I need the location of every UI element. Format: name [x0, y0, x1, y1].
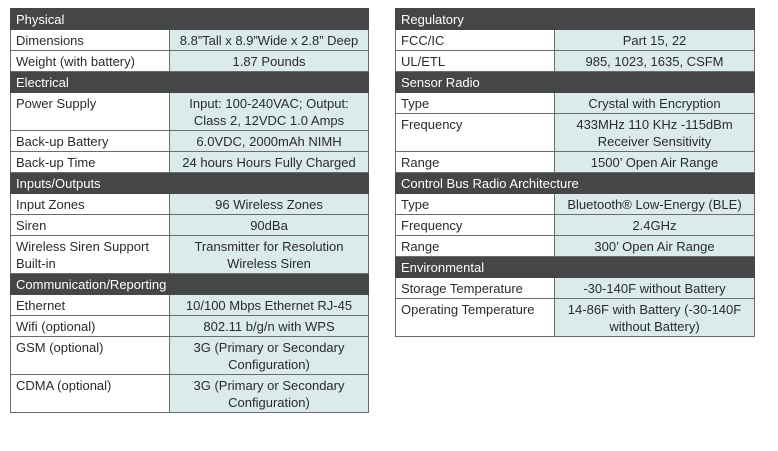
- spec-row: [11, 51, 369, 72]
- spec-label: Dimensions: [11, 30, 170, 51]
- spec-value: 2.4GHz: [555, 215, 755, 236]
- spec-value: 3G (Primary or Secondary Configuration): [170, 375, 369, 413]
- spec-row: [396, 299, 755, 337]
- spec-value: 96 Wireless Zones: [170, 194, 369, 215]
- spec-value: -30-140F without Battery: [555, 278, 755, 299]
- spec-label: Ethernet: [11, 295, 170, 316]
- spec-value: Bluetooth® Low-Energy (BLE): [555, 194, 755, 215]
- spec-row: [396, 152, 755, 173]
- spec-label: Range: [396, 236, 555, 257]
- right-spec-body: [396, 9, 755, 337]
- spec-value: Crystal with Encryption: [555, 93, 755, 114]
- spec-value: 90dBa: [170, 215, 369, 236]
- spec-value: 802.11 b/g/n with WPS: [170, 316, 369, 337]
- right-spec-table: [395, 8, 755, 337]
- spec-row: [396, 114, 755, 152]
- spec-row: [396, 278, 755, 299]
- spec-label: Range: [396, 152, 555, 173]
- spec-label: Weight (with battery): [11, 51, 170, 72]
- spec-value: 3G (Primary or Secondary Configuration): [170, 337, 369, 375]
- spec-row: [11, 30, 369, 51]
- left-spec-table: [10, 8, 369, 413]
- spec-value: 8.8”Tall x 8.9”Wide x 2.8” Deep: [170, 30, 369, 51]
- spec-value: 985, 1023, 1635, CSFM: [555, 51, 755, 72]
- section-title: Regulatory: [396, 9, 755, 30]
- spec-row: [396, 194, 755, 215]
- spec-row: [396, 236, 755, 257]
- spec-label: Type: [396, 194, 555, 215]
- spec-label: Input Zones: [11, 194, 170, 215]
- spec-value: Part 15, 22: [555, 30, 755, 51]
- section-title: Physical: [11, 9, 369, 30]
- spec-value: Input: 100-240VAC; Output: Class 2, 12VDC 1.0 Amps: [170, 93, 369, 131]
- spec-label: CDMA (optional): [11, 375, 170, 413]
- spec-row: [11, 316, 369, 337]
- spec-label: FCC/IC: [396, 30, 555, 51]
- spec-value: 300’ Open Air Range: [555, 236, 755, 257]
- section-header-row: [11, 9, 369, 30]
- section-header-row: [396, 173, 755, 194]
- spec-row: [11, 375, 369, 413]
- spec-value: 24 hours Hours Fully Charged: [170, 152, 369, 173]
- spec-label: Wireless Siren Support Built-in: [11, 236, 170, 274]
- spec-row: [11, 131, 369, 152]
- spec-row: [11, 215, 369, 236]
- section-title: Communication/Reporting: [11, 274, 369, 295]
- spec-label: Operating Temperature: [396, 299, 555, 337]
- spec-value: 1.87 Pounds: [170, 51, 369, 72]
- spec-row: [396, 51, 755, 72]
- spec-row: [11, 295, 369, 316]
- spec-value: Transmitter for Resolution Wireless Siren: [170, 236, 369, 274]
- spec-row: [396, 30, 755, 51]
- spec-row: [11, 93, 369, 131]
- section-header-row: [11, 274, 369, 295]
- spec-label: Back-up Time: [11, 152, 170, 173]
- spec-label: Back-up Battery: [11, 131, 170, 152]
- spec-label: Power Supply: [11, 93, 170, 131]
- spec-row: [396, 93, 755, 114]
- section-title: Control Bus Radio Architecture: [396, 173, 755, 194]
- section-title: Inputs/Outputs: [11, 173, 369, 194]
- spec-value: 1500’ Open Air Range: [555, 152, 755, 173]
- section-title: Environmental: [396, 257, 755, 278]
- section-header-row: [396, 9, 755, 30]
- spec-label: UL/ETL: [396, 51, 555, 72]
- spec-row: [396, 215, 755, 236]
- spec-row: [11, 194, 369, 215]
- spec-label: Storage Temperature: [396, 278, 555, 299]
- spec-label: Frequency: [396, 215, 555, 236]
- spec-label: Frequency: [396, 114, 555, 152]
- spec-row: [11, 236, 369, 274]
- spec-value: 14-86F with Battery (-30-140F without Battery): [555, 299, 755, 337]
- section-header-row: [11, 72, 369, 93]
- spec-value: 10/100 Mbps Ethernet RJ-45: [170, 295, 369, 316]
- section-title: Electrical: [11, 72, 369, 93]
- left-spec-body: [11, 9, 369, 413]
- spec-label: Wifi (optional): [11, 316, 170, 337]
- spec-value: 433MHz 110 KHz -115dBm Receiver Sensitivity: [555, 114, 755, 152]
- spec-value: 6.0VDC, 2000mAh NIMH: [170, 131, 369, 152]
- spec-label: Type: [396, 93, 555, 114]
- section-title: Sensor Radio: [396, 72, 755, 93]
- spec-row: [11, 337, 369, 375]
- spec-row: [11, 152, 369, 173]
- section-header-row: [11, 173, 369, 194]
- spec-label: GSM (optional): [11, 337, 170, 375]
- section-header-row: [396, 72, 755, 93]
- section-header-row: [396, 257, 755, 278]
- spec-label: Siren: [11, 215, 170, 236]
